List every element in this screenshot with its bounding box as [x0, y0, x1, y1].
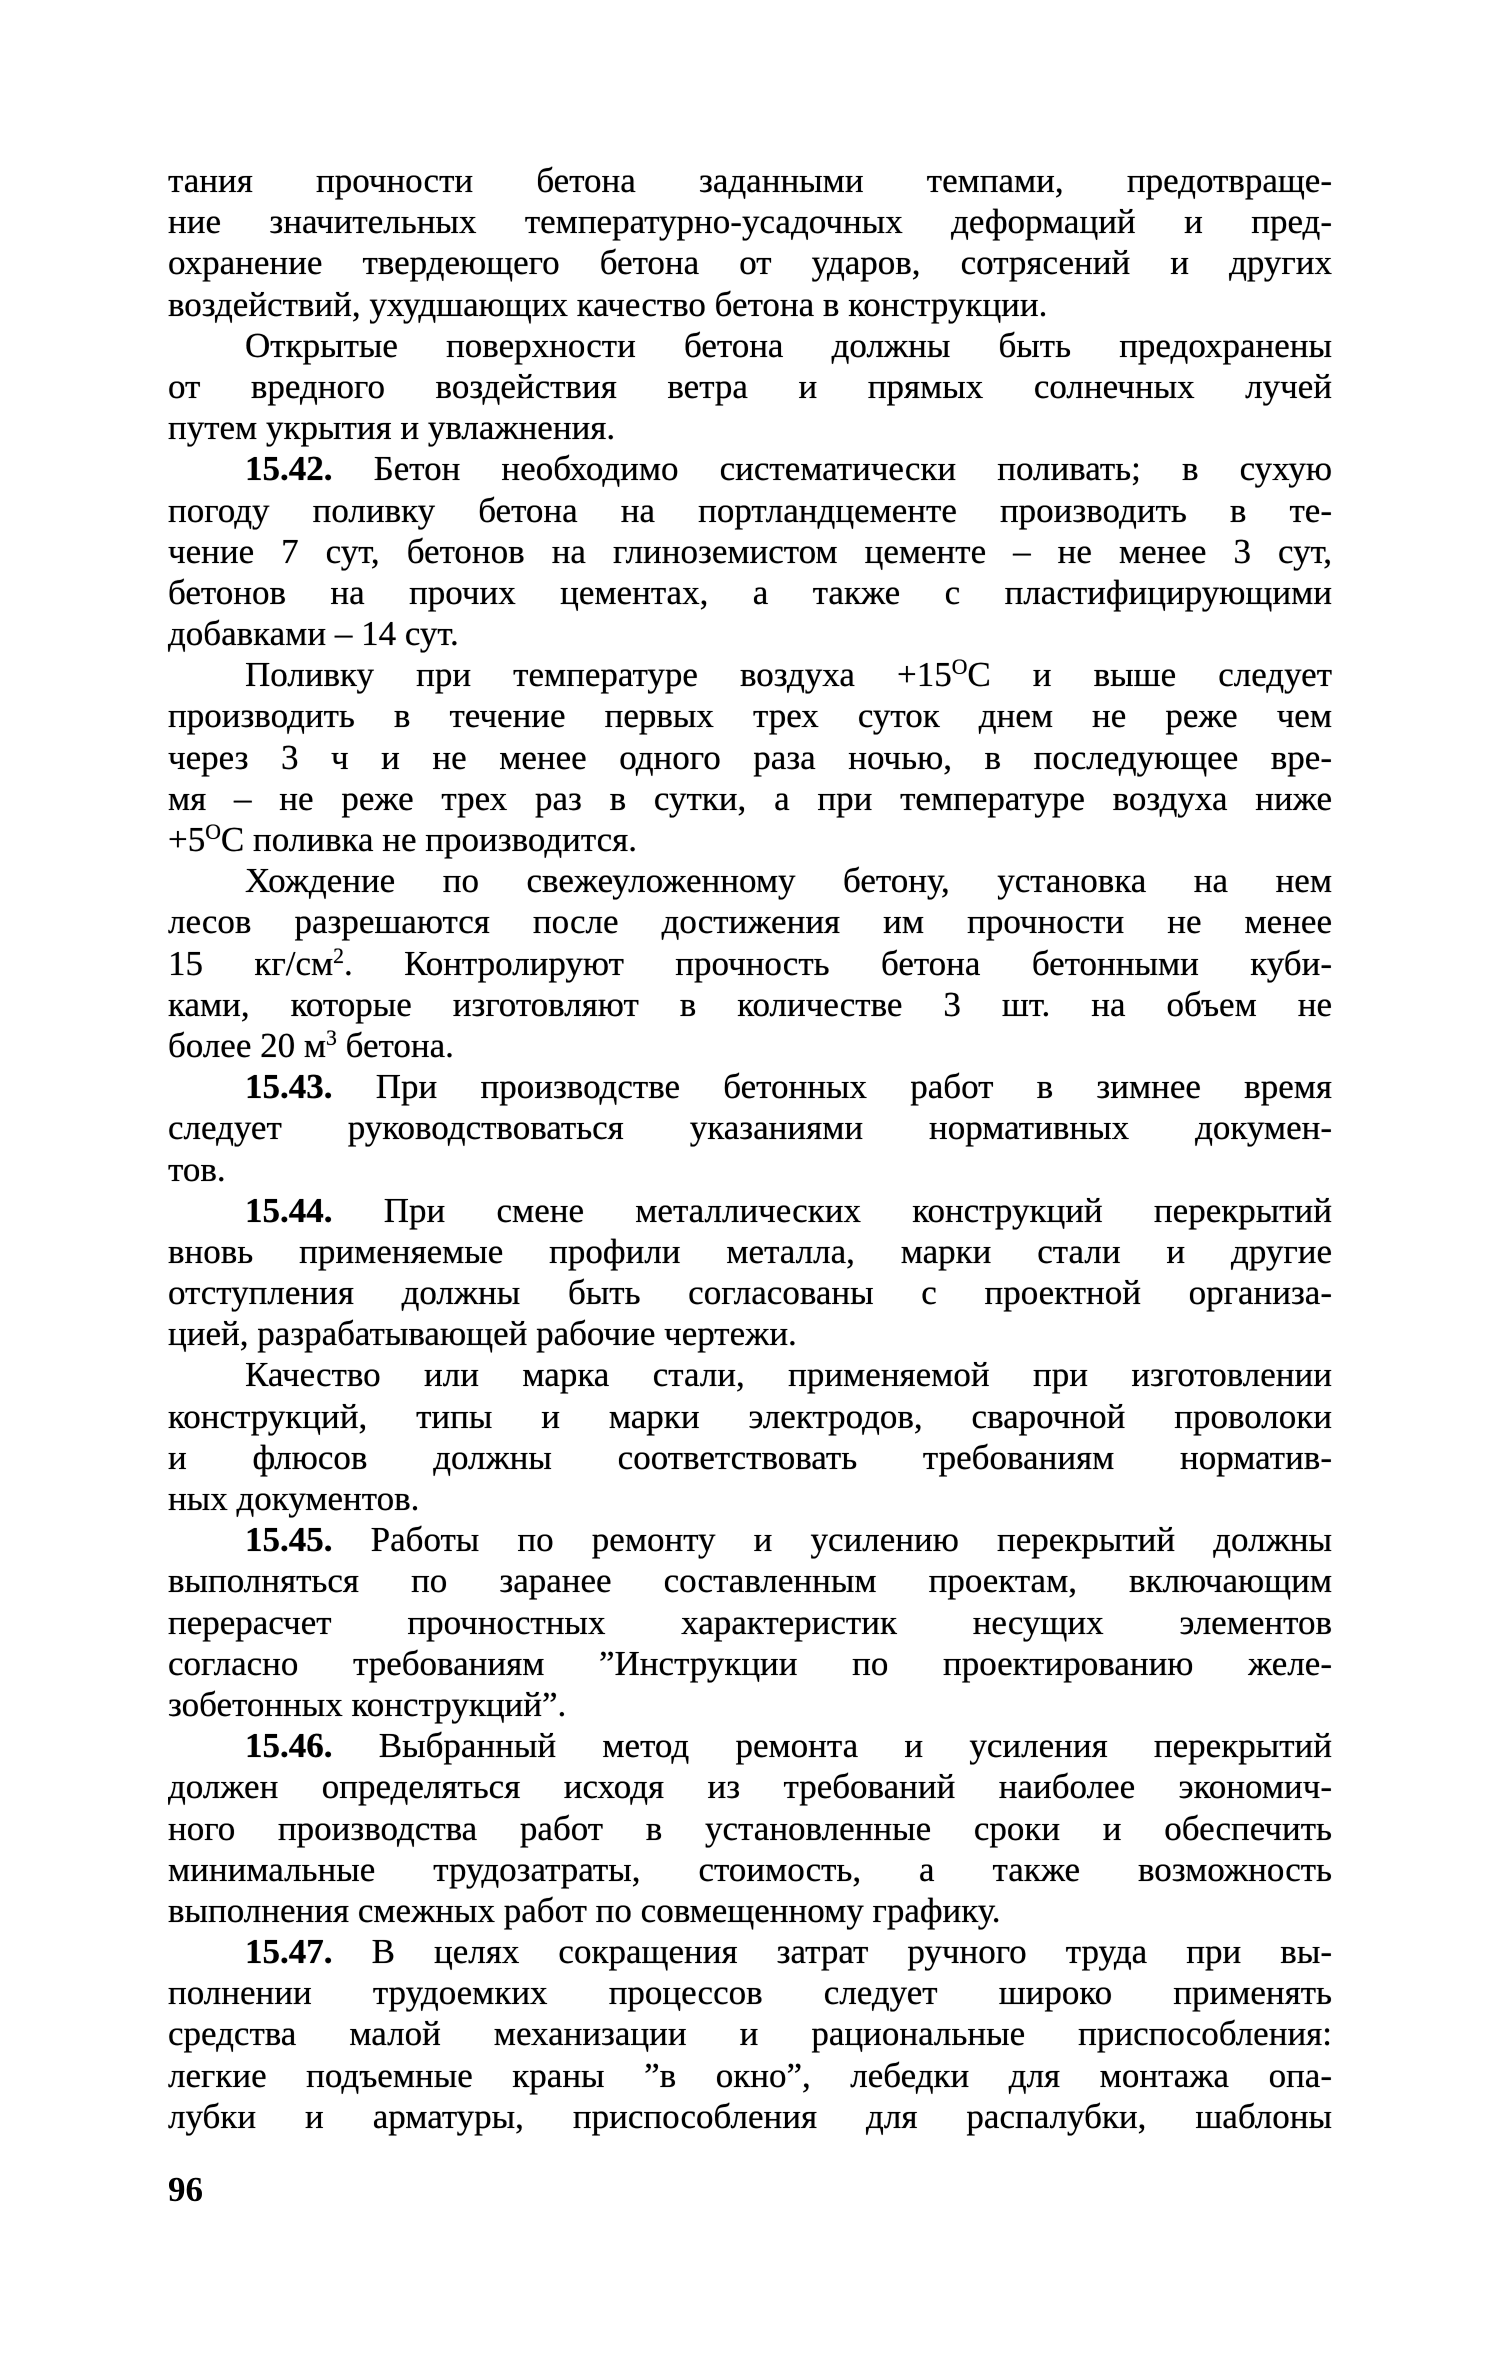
text-line	[168, 160, 1332, 201]
section-number: 15.45.	[245, 1520, 333, 1560]
text-line	[168, 901, 1332, 942]
text-run: зобетонных конструкций”.	[168, 1684, 567, 1724]
text-run: мя – не реже трех раз в сутки, а при температуре воздуха ниже	[168, 778, 1332, 818]
text-run: вновь применяемые профили металла, марки стали и другие	[168, 1231, 1332, 1271]
text-line	[168, 1107, 1332, 1148]
text-run: полнении трудоемких процессов следует широко применять	[168, 1973, 1332, 2013]
text-line	[168, 1437, 1332, 1478]
text-run: лесов разрешаются после достижения им прочности не менее	[168, 902, 1332, 942]
text-line	[168, 1025, 1332, 1066]
paragraph	[168, 654, 1332, 860]
text-run: погоду поливку бетона на портландцементе производить в те-	[168, 490, 1332, 530]
text-run: ками, которые изготовляют в количестве 3 шт. на объем не	[168, 984, 1332, 1024]
text-run: минимальные трудозатраты, стоимость, а также возможность	[168, 1849, 1332, 1889]
text-run: конструкций, типы и марки электродов, сварочной проволоки	[168, 1396, 1332, 1436]
text-line	[168, 1560, 1332, 1601]
text-line	[168, 1766, 1332, 1807]
superscript: 2	[333, 943, 344, 968]
section-number: 15.47.	[245, 1932, 333, 1972]
text-line	[168, 1478, 1332, 1519]
text-run: +5	[168, 820, 206, 859]
text-line	[168, 1354, 1332, 1395]
text-run: бетона.	[336, 1025, 454, 1065]
paragraph	[168, 1931, 1332, 2137]
text-run: Качество или марка стали, применяемой при изготовлении	[245, 1355, 1332, 1395]
text-run: Работы по ремонту и усилению перекрытий должны	[332, 1520, 1332, 1560]
text-line	[168, 242, 1332, 283]
paragraph	[168, 1190, 1332, 1355]
text-line	[168, 1519, 1332, 1560]
text-line	[168, 1890, 1332, 1931]
text-line	[168, 284, 1332, 325]
text-run: C и выше следует	[967, 655, 1332, 695]
text-line	[168, 1684, 1332, 1725]
section-number: 15.46.	[245, 1726, 333, 1766]
paragraph	[168, 325, 1332, 449]
page-body	[168, 160, 1332, 2137]
section-number: 15.43.	[245, 1067, 333, 1107]
text-line	[168, 531, 1332, 572]
text-line	[168, 2013, 1332, 2054]
paragraph	[168, 1725, 1332, 1931]
text-run: добавками – 14 сут.	[168, 614, 459, 654]
text-run: выполнения смежных работ по совмещенному графику.	[168, 1890, 1001, 1930]
text-run: и флюсов должны соответствовать требованиям норматив-	[168, 1437, 1332, 1477]
text-run: лубки и арматуры, приспособления для распалубки, шаблоны	[168, 2096, 1332, 2136]
text-run: от вредного воздействия ветра и прямых солнечных лучей	[168, 366, 1332, 406]
text-run: согласно требованиям ”Инструкции по проектированию желе-	[168, 1643, 1332, 1683]
text-run: . Контролируют прочность бетона бетонными куби-	[343, 943, 1332, 983]
text-run: ных документов.	[168, 1479, 420, 1518]
text-line	[168, 1849, 1332, 1890]
text-run: тания прочности бетона заданными темпами, предотвраще-	[168, 161, 1332, 200]
superscript: O	[205, 820, 221, 845]
superscript: 3	[326, 1026, 337, 1051]
text-run: перерасчет прочностных характеристик несущих элементов	[168, 1602, 1332, 1642]
text-run: бетонов на прочих цементах, а также с пластифицирующими	[168, 572, 1332, 612]
text-line	[168, 695, 1332, 736]
text-run: ние значительных температурно-усадочных деформаций и пред-	[168, 202, 1332, 242]
text-run: Бетон необходимо систематически поливать; в сухую	[332, 449, 1332, 489]
text-run: ного производства работ в установленные сроки и обеспечить	[168, 1808, 1332, 1848]
text-line	[168, 1808, 1332, 1849]
section-number: 15.42.	[245, 449, 333, 489]
paragraph	[168, 448, 1332, 654]
text-run: тов.	[168, 1149, 226, 1189]
text-run: отступления должны быть согласованы с проектной организа-	[168, 1273, 1332, 1313]
text-run: При смене металлических конструкций перекрытий	[332, 1190, 1332, 1230]
paragraph	[168, 1519, 1332, 1725]
text-line	[168, 778, 1332, 819]
text-run: производить в течение первых трех суток днем не реже чем	[168, 696, 1332, 736]
text-line	[168, 819, 1332, 860]
text-run: Выбранный метод ремонта и усиления перекрытий	[332, 1726, 1332, 1766]
text-line	[168, 1231, 1332, 1272]
text-run: охранение твердеющего бетона от ударов, сотрясений и других	[168, 243, 1332, 283]
paragraph	[168, 860, 1332, 1066]
text-line	[168, 1725, 1332, 1766]
superscript: O	[951, 655, 968, 680]
text-run: цией, разрабатывающей рабочие чертежи.	[168, 1314, 797, 1354]
text-line	[168, 613, 1332, 654]
text-run: должен определяться исходя из требований наиболее экономич-	[168, 1767, 1332, 1807]
text-line	[168, 201, 1332, 242]
text-line	[168, 1602, 1332, 1643]
text-line	[168, 1396, 1332, 1437]
paragraph	[168, 160, 1332, 325]
text-line	[168, 737, 1332, 778]
text-run: путем укрытия и увлажнения.	[168, 408, 616, 448]
text-line	[168, 984, 1332, 1025]
section-number: 15.44.	[245, 1190, 333, 1230]
text-run: легкие подъемные краны ”в окно”, лебедки для монтажа опа-	[168, 2055, 1332, 2095]
text-line	[168, 366, 1332, 407]
text-line	[168, 860, 1332, 901]
text-line	[168, 490, 1332, 531]
text-line	[168, 1272, 1332, 1313]
text-line	[168, 325, 1332, 366]
text-line	[168, 1643, 1332, 1684]
page-number: 96	[168, 2170, 203, 2209]
text-run: C поливка не производится.	[220, 820, 637, 859]
text-run: следует руководствоваться указаниями нормативных докумен-	[168, 1108, 1332, 1148]
text-line	[168, 654, 1332, 695]
text-run: через 3 ч и не менее одного раза ночью, в последующее вре-	[168, 737, 1332, 777]
text-line	[168, 1190, 1332, 1231]
text-line	[168, 1313, 1332, 1354]
text-run: Поливку при температуре воздуха +15	[245, 655, 952, 695]
text-line	[168, 1931, 1332, 1972]
text-run: При производстве бетонных работ в зимнее время	[332, 1067, 1332, 1107]
text-run: В целях сокращения затрат ручного труда при вы-	[332, 1932, 1332, 1972]
text-line	[168, 572, 1332, 613]
text-run: чение 7 сут, бетонов на глиноземистом цементе – не менее 3 сут,	[168, 531, 1332, 571]
text-run: выполняться по заранее составленным проектам, включающим	[168, 1561, 1332, 1601]
text-run: воздействий, ухудшающих качество бетона в конструкции.	[168, 284, 1048, 324]
text-line	[168, 943, 1332, 984]
paragraph	[168, 1354, 1332, 1519]
text-line	[168, 2096, 1332, 2137]
text-run: 15 кг/см	[168, 943, 334, 983]
text-line	[168, 448, 1332, 489]
text-line	[168, 1066, 1332, 1107]
text-line	[168, 1149, 1332, 1190]
text-line	[168, 2055, 1332, 2096]
paragraph	[168, 1066, 1332, 1190]
text-run: более 20 м	[168, 1025, 327, 1065]
text-line	[168, 1972, 1332, 2013]
text-run: средства малой механизации и рациональные приспособления:	[168, 2014, 1332, 2054]
text-run: Хождение по свежеуложенному бетону, установка на нем	[245, 861, 1332, 901]
text-run: Открытые поверхности бетона должны быть предохранены	[245, 325, 1332, 365]
text-line	[168, 407, 1332, 448]
